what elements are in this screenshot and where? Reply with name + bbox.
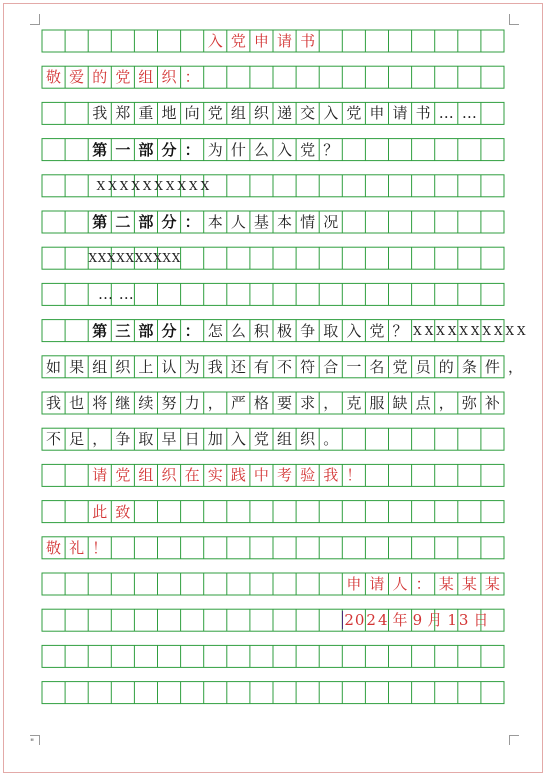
grid-character: 怎 bbox=[207, 321, 223, 340]
grid-character: 敬 bbox=[46, 538, 62, 557]
grid-character: 重 bbox=[138, 104, 154, 123]
grid-character: X bbox=[470, 323, 480, 338]
grid-character: 我 bbox=[323, 466, 339, 485]
grid-character: X bbox=[107, 251, 116, 266]
grid-character: 申 bbox=[369, 104, 385, 123]
grid-character: 交 bbox=[300, 104, 316, 123]
grid-character: 有 bbox=[253, 357, 269, 376]
grid-character: 4 bbox=[378, 611, 388, 630]
grid-character: X bbox=[459, 323, 468, 338]
grid-character: 党 bbox=[392, 357, 408, 376]
grid-character: 申 bbox=[253, 32, 269, 50]
grid-character: 党 bbox=[253, 430, 269, 449]
grid-character: 考 bbox=[277, 466, 293, 485]
grid-character: 织 bbox=[161, 68, 177, 87]
grid-character: X bbox=[162, 251, 171, 266]
grid-character: 人 bbox=[392, 575, 408, 593]
grid-character: ： bbox=[184, 213, 200, 231]
grid-character: 践 bbox=[230, 466, 246, 485]
grid-character: X bbox=[447, 323, 457, 338]
grid-character: 本 bbox=[277, 213, 293, 231]
grid-character: ！ bbox=[92, 538, 108, 557]
grid-character: 织 bbox=[253, 104, 269, 123]
grid-character: 条 bbox=[461, 357, 477, 376]
grid-character: 的 bbox=[92, 68, 108, 87]
grid-character: 求 bbox=[300, 394, 316, 412]
grid-character: X bbox=[108, 178, 117, 193]
grid-character: 为 bbox=[207, 140, 223, 159]
grid-character: ？ bbox=[323, 140, 339, 159]
grid-character: X bbox=[88, 251, 98, 266]
grid-character: 上 bbox=[138, 357, 154, 376]
grid-character: X bbox=[119, 178, 129, 193]
grid-character: X bbox=[116, 251, 125, 266]
grid-character: 申 bbox=[346, 575, 362, 593]
corner-mark: " bbox=[30, 738, 35, 748]
grid-character: 部 bbox=[138, 213, 154, 231]
grid-character: X bbox=[154, 178, 163, 193]
grid-character: X bbox=[96, 178, 106, 193]
grid-character: 党 bbox=[115, 68, 131, 87]
grid-character: 取 bbox=[138, 430, 154, 449]
grid-character: 党 bbox=[300, 140, 316, 159]
grid-character: 某 bbox=[461, 575, 477, 593]
grid-character: 在 bbox=[184, 466, 200, 485]
grid-character: 组 bbox=[138, 68, 154, 87]
grid-character: 也 bbox=[69, 394, 85, 412]
grid-character: 符 bbox=[300, 357, 316, 376]
grid-character: 入 bbox=[207, 32, 223, 50]
grid-character: 中 bbox=[253, 466, 269, 485]
grid-character: 某 bbox=[484, 575, 500, 593]
grid-character: X bbox=[165, 178, 175, 193]
grid-character: X bbox=[413, 323, 422, 338]
grid-character: 一 bbox=[346, 357, 362, 376]
grid-character: ， bbox=[323, 394, 339, 412]
grid-character: X bbox=[505, 323, 515, 338]
grid-character: ， bbox=[92, 430, 108, 449]
grid-character: 我 bbox=[46, 394, 62, 412]
grid-character: 什 bbox=[230, 140, 246, 159]
grid-character: ， bbox=[508, 357, 524, 376]
grid-character: 0 bbox=[354, 611, 365, 630]
grid-character: 力 bbox=[184, 394, 200, 412]
grid-character: 加 bbox=[207, 430, 223, 449]
grid-character: X bbox=[436, 323, 445, 338]
grid-character: 。 bbox=[323, 430, 339, 449]
grid-character: X bbox=[125, 251, 135, 266]
grid-character: 织 bbox=[300, 430, 316, 449]
grid-character: 基 bbox=[253, 213, 269, 231]
grid-character: 将 bbox=[92, 394, 108, 412]
grid-character: 2 bbox=[366, 611, 376, 630]
grid-character: 验 bbox=[300, 466, 316, 485]
grid-character: 第 bbox=[92, 213, 108, 231]
grid-character: X bbox=[131, 178, 140, 193]
grid-character: 部 bbox=[138, 321, 154, 340]
grid-character: X bbox=[424, 323, 434, 338]
grid-character: 足 bbox=[69, 430, 85, 449]
grid-character: 要 bbox=[277, 394, 293, 412]
grid-character: 组 bbox=[92, 357, 108, 376]
grid-character: X bbox=[134, 251, 144, 266]
grid-character: 地 bbox=[161, 104, 177, 123]
grid-character: 入 bbox=[230, 430, 246, 449]
grid-character: 日 bbox=[473, 611, 489, 630]
grid-character: 极 bbox=[277, 321, 293, 340]
grid-character: 本 bbox=[207, 213, 223, 231]
grid-character: 礼 bbox=[69, 538, 85, 557]
grid-character: 分 bbox=[161, 321, 177, 340]
grid-character: … bbox=[461, 104, 477, 123]
grid-character: 递 bbox=[277, 104, 293, 123]
grid-character: 1 bbox=[447, 611, 457, 630]
grid-character: 郑 bbox=[115, 104, 131, 123]
grid-character: 书 bbox=[415, 104, 431, 123]
grid-character: 为 bbox=[184, 357, 200, 376]
grid-character: 部 bbox=[138, 140, 154, 159]
grid-character: 件 bbox=[484, 357, 500, 376]
grid-character: 不 bbox=[277, 357, 293, 376]
grid-character: 格 bbox=[253, 394, 269, 412]
grid-character: 月 bbox=[427, 611, 443, 630]
grid-character: 党 bbox=[230, 32, 246, 50]
grid-character: … bbox=[438, 104, 454, 123]
grid-character: X bbox=[177, 178, 187, 193]
grid-character: 么 bbox=[253, 140, 269, 159]
grid-character: ： bbox=[415, 575, 431, 593]
grid-character: 请 bbox=[277, 32, 293, 50]
grid-character: 员 bbox=[415, 357, 431, 376]
grid-character: 三 bbox=[115, 321, 131, 340]
grid-character: 缺 bbox=[392, 394, 408, 412]
grid-character: 积 bbox=[253, 321, 269, 340]
grid-character: … bbox=[118, 285, 134, 304]
grid-character: 请 bbox=[369, 575, 385, 593]
grid-character: X bbox=[189, 178, 198, 193]
grid-character: ！ bbox=[346, 466, 362, 485]
grid-character: ， bbox=[438, 394, 454, 412]
grid-character: 党 bbox=[115, 466, 131, 485]
grid-character: 服 bbox=[369, 394, 385, 412]
grid-character: 年 bbox=[392, 611, 408, 630]
grid-character: X bbox=[153, 251, 162, 266]
grid-character: X bbox=[171, 251, 181, 266]
grid-character: 努 bbox=[161, 394, 177, 412]
grid-character: 名 bbox=[369, 357, 385, 376]
grid-character: 入 bbox=[323, 104, 339, 123]
grid-character: 此 bbox=[92, 502, 108, 521]
grid-character: 书 bbox=[300, 32, 316, 50]
grid-character: 情 bbox=[300, 213, 316, 231]
grid-character: 组 bbox=[230, 104, 246, 123]
grid-character: 早 bbox=[161, 430, 177, 449]
grid-character: 我 bbox=[92, 104, 108, 123]
grid-character: 人 bbox=[230, 213, 246, 231]
grid-character: 党 bbox=[207, 104, 223, 123]
grid-character: 党 bbox=[369, 321, 385, 340]
grid-character: 争 bbox=[300, 321, 316, 340]
grid-character: 请 bbox=[392, 104, 408, 123]
grid-character: ： bbox=[184, 140, 200, 159]
grid-character: 我 bbox=[207, 357, 223, 376]
grid-character: 爱 bbox=[69, 68, 85, 87]
grid-character: 3 bbox=[458, 611, 469, 630]
grid-character: 第 bbox=[92, 140, 108, 159]
grid-character: X bbox=[482, 323, 491, 338]
grid-character: X bbox=[97, 251, 107, 266]
grid-character: 么 bbox=[230, 321, 246, 340]
grid-character: X bbox=[517, 323, 526, 338]
grid-character: 2 bbox=[342, 611, 355, 629]
grid-character: … bbox=[97, 285, 113, 304]
grid-character: 严 bbox=[230, 394, 246, 412]
grid-character: 党 bbox=[346, 104, 362, 123]
grid-character: 敬 bbox=[46, 68, 62, 87]
grid-character: 补 bbox=[484, 394, 500, 412]
grid-character: ， bbox=[207, 394, 223, 412]
grid-character: 入 bbox=[346, 321, 362, 340]
grid-character: 向 bbox=[184, 104, 200, 123]
grid-character: X bbox=[143, 251, 153, 266]
grid-character: 克 bbox=[346, 394, 362, 412]
grid-character: 认 bbox=[161, 357, 177, 376]
grid-character: 实 bbox=[207, 466, 223, 485]
grid-character: 况 bbox=[323, 213, 339, 231]
grid-character: 一 bbox=[115, 140, 131, 159]
grid-character: 点 bbox=[415, 394, 431, 412]
grid-character: 还 bbox=[230, 357, 246, 376]
grid-character: 日 bbox=[184, 430, 200, 449]
grid-character: 的 bbox=[438, 357, 454, 376]
grid-character: 组 bbox=[277, 430, 293, 449]
grid-character: 续 bbox=[138, 394, 154, 412]
grid-character: 继 bbox=[115, 394, 131, 412]
grid-character: 争 bbox=[115, 430, 131, 449]
grid-character: 如 bbox=[46, 357, 62, 376]
grid-character: ： bbox=[184, 68, 200, 87]
grid-character: 弥 bbox=[461, 394, 477, 412]
grid-character: 分 bbox=[161, 140, 177, 159]
grid-character: 分 bbox=[161, 213, 177, 231]
grid-character: X bbox=[200, 178, 210, 193]
grid-character: 织 bbox=[161, 466, 177, 485]
grid-character: 9 bbox=[412, 611, 423, 630]
grid-character: X bbox=[494, 323, 503, 338]
grid-character: 取 bbox=[323, 321, 339, 340]
grid-character: 果 bbox=[69, 357, 85, 376]
grid-character: 组 bbox=[138, 466, 154, 485]
grid-character: ？ bbox=[392, 321, 408, 340]
grid-character: ： bbox=[184, 321, 200, 340]
grid-character: 入 bbox=[277, 140, 293, 159]
grid-character: X bbox=[142, 178, 152, 193]
grid-character: 某 bbox=[438, 575, 454, 593]
grid-character: 请 bbox=[92, 466, 108, 485]
grid-character: 合 bbox=[323, 357, 339, 376]
grid-character: 织 bbox=[115, 357, 131, 376]
grid-character: 致 bbox=[115, 502, 131, 521]
grid-character: 不 bbox=[46, 430, 62, 449]
grid-character: 第 bbox=[92, 321, 108, 340]
grid-character: 二 bbox=[115, 213, 131, 231]
